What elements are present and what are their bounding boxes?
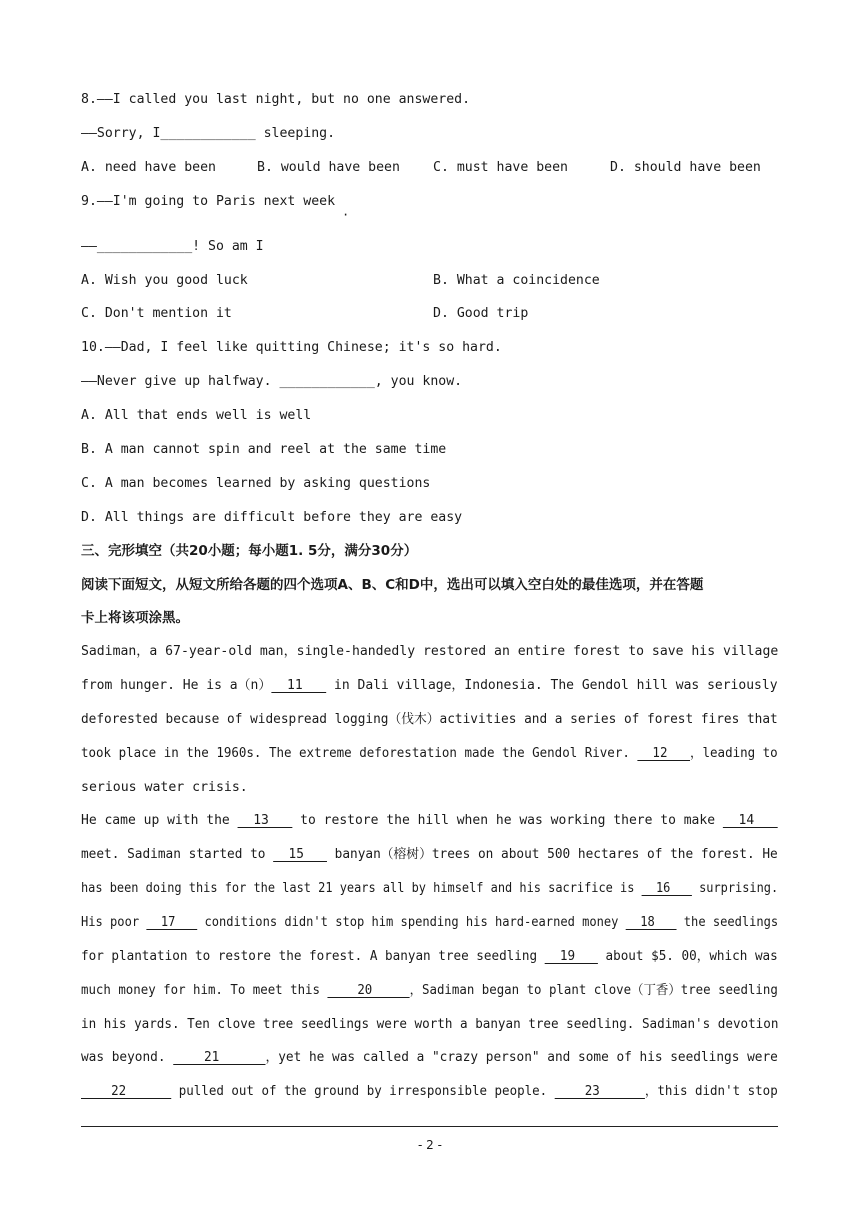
q8-option-d: D. should have been: [610, 160, 761, 175]
passage-line-12: in his yards. Ten clove tree seedlings were worth a banyan tree seedling. Sadiman's devotion: [81, 1017, 779, 1032]
blank-12: 12: [637, 746, 691, 761]
q8-option-a: A. need have been: [81, 160, 216, 175]
passage-line-13: was beyond. 21 ，yet he was called a "crazy person" and some of his seedlings were: [81, 1050, 778, 1065]
blank-19: 19: [544, 949, 598, 964]
q8-option-c: C. must have been: [433, 160, 568, 175]
blank-13: 13: [237, 813, 293, 828]
q8-option-b: B. would have been: [257, 160, 400, 175]
q9-option-b: B. What a coincidence: [433, 273, 600, 288]
q8-reply: ——Sorry, I____________ sleeping.: [81, 126, 336, 141]
passage-line-7: meet. Sadiman started to 15 banyan（榕树）trees on about 500 hectares of the forest. He: [81, 847, 778, 862]
passage-line-11: much money for him. To meet this 20 ，Sadiman began to plant clove（丁香）tree seedling: [81, 983, 778, 998]
passage-line-3: deforested because of widespread logging（伐木）activities and a series of forest fires that: [81, 712, 778, 727]
passage-line-9: His poor 17 conditions didn't stop him spending his hard-earned money 18 the seedlings: [81, 915, 779, 930]
q9-option-d: D. Good trip: [433, 306, 529, 321]
blank-20: 20: [327, 983, 410, 998]
stray-dot-mark: ·: [342, 208, 350, 222]
section-instruction-line1: 阅读下面短文，从短文所给各题的四个选项A、B、C和D中，选出可以填入空白处的最佳选项，并在答题: [81, 577, 704, 593]
passage-line-2: from hunger. He is a（n） 11 in Dali village，Indonesia. The Gendol hill was seriously: [81, 678, 778, 693]
page-number: - 2 -: [418, 1138, 442, 1152]
blank-15: 15: [273, 847, 327, 862]
blank-16: 16: [641, 881, 692, 896]
passage-line-4: took place in the 1960s. The extreme deforestation made the Gendol River. 12 ，leading to: [81, 746, 778, 761]
blank-17: 17: [146, 915, 198, 930]
blank-21: 21: [173, 1050, 266, 1065]
q9-reply: ——____________! So am I: [81, 239, 264, 254]
blank-23: 23: [554, 1084, 645, 1099]
q10-reply: ——Never give up halfway. ____________, you know.: [81, 374, 463, 389]
q10-option-d: D. All things are difficult before they are easy: [81, 510, 463, 525]
q9-option-a: A. Wish you good luck: [81, 273, 248, 288]
passage-line-8: has been doing this for the last 21 years all by himself and his sacrifice is 16 surprising.: [81, 881, 779, 896]
q9-option-c: C. Don't mention it: [81, 306, 232, 321]
blank-14: 14: [722, 813, 778, 828]
q9-stem: 9.——I'm going to Paris next week: [81, 194, 336, 209]
blank-22: 22: [81, 1084, 172, 1099]
q10-stem: 10.——Dad, I feel like quitting Chinese; it's so hard.: [81, 340, 502, 355]
passage-line-14: 22 pulled out of the ground by irresponsible people. 23 ，this didn't stop: [81, 1084, 778, 1099]
q10-option-c: C. A man becomes learned by asking questions: [81, 476, 431, 491]
blank-18: 18: [625, 915, 677, 930]
passage-line-5: serious water crisis.: [81, 780, 248, 795]
q8-stem: 8.——I called you last night, but no one answered.: [81, 92, 471, 107]
section-heading: 三、完形填空（共20小题；每小题1. 5分，满分30分）: [81, 543, 418, 559]
section-instruction-line2: 卡上将该项涂黑。: [81, 610, 189, 626]
blank-11: 11: [271, 678, 327, 693]
footer-rule: [81, 1126, 778, 1127]
passage-line-6: He came up with the 13 to restore the hill when he was working there to make 14: [81, 813, 778, 828]
passage-line-10: for plantation to restore the forest. A banyan tree seedling 19 about $5. 00，which was: [81, 949, 778, 964]
q10-option-b: B. A man cannot spin and reel at the same time: [81, 442, 447, 457]
q10-option-a: A. All that ends well is well: [81, 408, 312, 423]
passage-line-1: Sadiman，a 67-year-old man，single-handedly restored an entire forest to save his village: [81, 644, 779, 659]
